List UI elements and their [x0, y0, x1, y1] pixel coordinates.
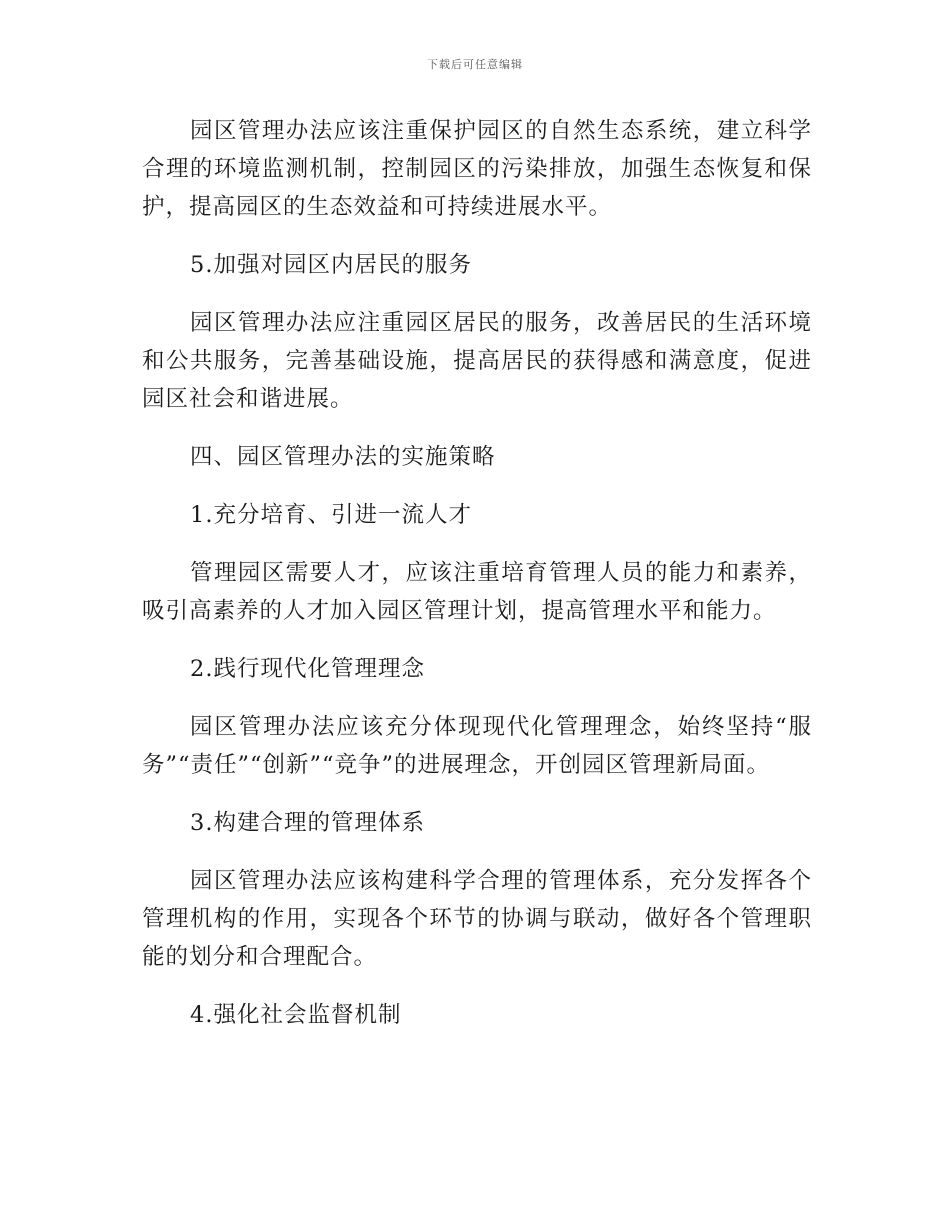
section-heading: 1.充分培育、引进一流人才	[190, 502, 472, 528]
paragraph: 园区管理办法应该构建科学合理的管理体系，充分发挥各个管理机构的作用，实现各个环节的协调与联动，做好各个管理职能的划分和合理配合。	[142, 868, 812, 970]
section-heading: 4.强化社会监督机制	[190, 1002, 402, 1028]
paragraph: 园区管理办法应注重园区居民的服务，改善居民的生活环境和公共服务，完善基础设施，提高居民的获得感和满意度，促进园区社会和谐进展。	[142, 310, 812, 412]
section-heading: 四、园区管理办法的实施策略	[190, 444, 496, 470]
page-header: 下载后可任意编辑	[427, 58, 523, 71]
paragraph: 管理园区需要人才，应该注重培育管理人员的能力和素养，吸引高素养的人才加入园区管理计划，提高管理水平和能力。	[142, 560, 812, 624]
paragraph: 园区管理办法应该注重保护园区的自然生态系统，建立科学合理的环境监测机制，控制园区的污染排放，加强生态恢复和保护，提高园区的生态效益和可持续进展水平。	[142, 118, 812, 220]
section-heading: 2.践行现代化管理理念	[190, 656, 425, 682]
document-body	[142, 112, 812, 1054]
section-heading: 5.加强对园区内居民的服务	[190, 252, 472, 278]
paragraph: 园区管理办法应该充分体现现代化管理理念，始终坚持“服务”“责任”“创新”“竞争”的进展理念，开创园区管理新局面。	[142, 714, 812, 778]
section-heading: 3.构建合理的管理体系	[190, 810, 425, 836]
